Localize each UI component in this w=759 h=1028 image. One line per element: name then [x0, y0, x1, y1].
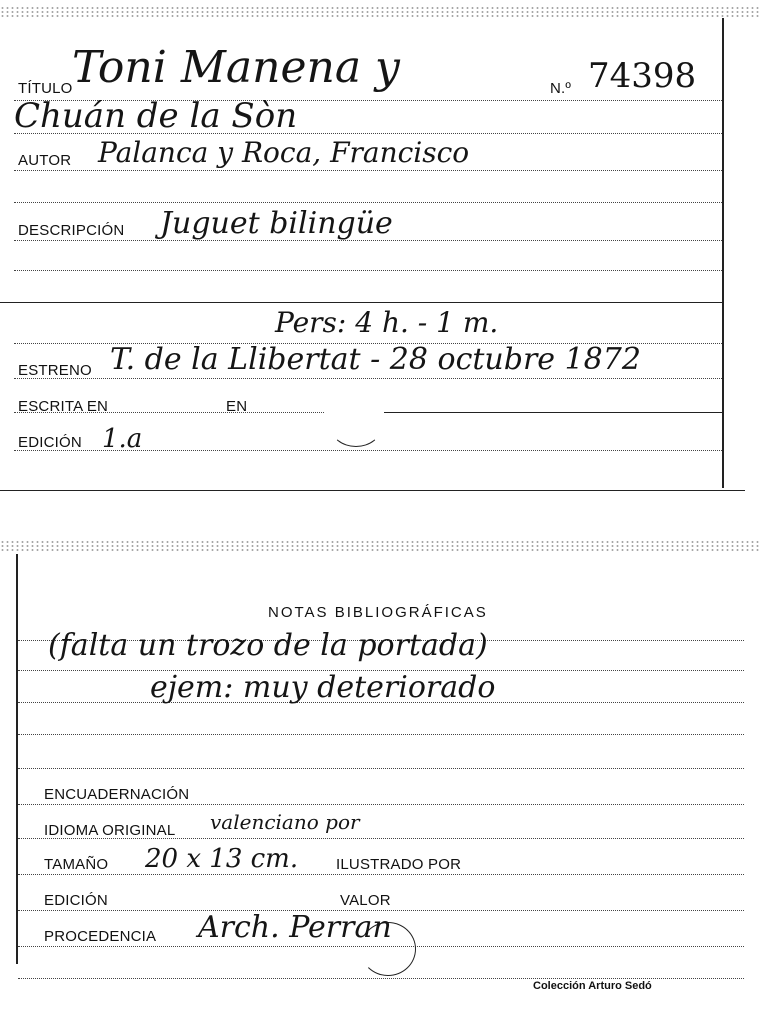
note-line-1: (falta un trozo de la portada) — [48, 628, 488, 663]
procedencia-label: PROCEDENCIA — [44, 928, 157, 945]
procedencia-value: Arch. Perran — [198, 910, 392, 945]
rule — [18, 768, 744, 769]
descripcion-label: DESCRIPCIÓN — [18, 222, 125, 239]
idioma-value: valenciano por — [210, 810, 360, 834]
note-line-2: ejem: muy deteriorado — [150, 670, 496, 705]
card-right-border — [722, 18, 724, 488]
rule — [14, 270, 722, 271]
notas-heading: NOTAS BIBLIOGRÁFICAS — [268, 604, 488, 621]
tamano-label: TAMAÑO — [44, 856, 109, 873]
personajes-value: Pers: 4 h. - 1 m. — [275, 306, 499, 339]
estreno-label: ESTRENO — [18, 362, 92, 379]
numero-label: N.º — [550, 80, 572, 97]
edicion-value: 1.a — [102, 424, 143, 454]
ilustrado-label: ILUSTRADO POR — [336, 856, 462, 873]
rule — [14, 378, 722, 379]
card-top-edge — [0, 6, 759, 18]
autor-label: AUTOR — [18, 152, 72, 169]
numero-value: 74398 — [588, 56, 697, 96]
catalog-card-top — [0, 0, 759, 495]
rule — [18, 804, 744, 805]
rule — [18, 734, 744, 735]
rule — [14, 170, 722, 171]
edicion-label: EDICIÓN — [18, 434, 82, 451]
rule — [384, 412, 722, 413]
titulo-value-line2: Chuán de la Sòn — [14, 96, 298, 136]
escrita-label: ESCRITA EN — [18, 398, 109, 415]
valor-label: VALOR — [340, 892, 391, 909]
en-label: EN — [226, 398, 248, 415]
rule — [14, 202, 722, 203]
card-bottom-edge — [0, 490, 745, 491]
rule — [18, 874, 744, 875]
autor-value: Palanca y Roca, Francisco — [98, 136, 470, 169]
edicion-label: EDICIÓN — [44, 892, 108, 909]
catalog-card-bottom — [0, 540, 759, 1028]
descripcion-value: Juguet bilingüe — [160, 206, 393, 241]
rule — [18, 978, 744, 979]
estreno-value: T. de la Llibertat - 28 octubre 1872 — [110, 342, 641, 377]
titulo-label: TÍTULO — [18, 80, 73, 97]
tamano-value: 20 x 13 cm. — [145, 844, 299, 874]
punch-hole — [330, 405, 382, 447]
idioma-label: IDIOMA ORIGINAL — [44, 822, 176, 839]
card-left-border — [16, 554, 18, 964]
card-top-edge — [0, 540, 759, 552]
encuadernacion-label: ENCUADERNACIÓN — [44, 786, 190, 803]
titulo-value-line1: Toni Manena y — [72, 42, 400, 93]
rule — [0, 302, 722, 303]
collection-footer: Colección Arturo Sedó — [533, 980, 652, 992]
